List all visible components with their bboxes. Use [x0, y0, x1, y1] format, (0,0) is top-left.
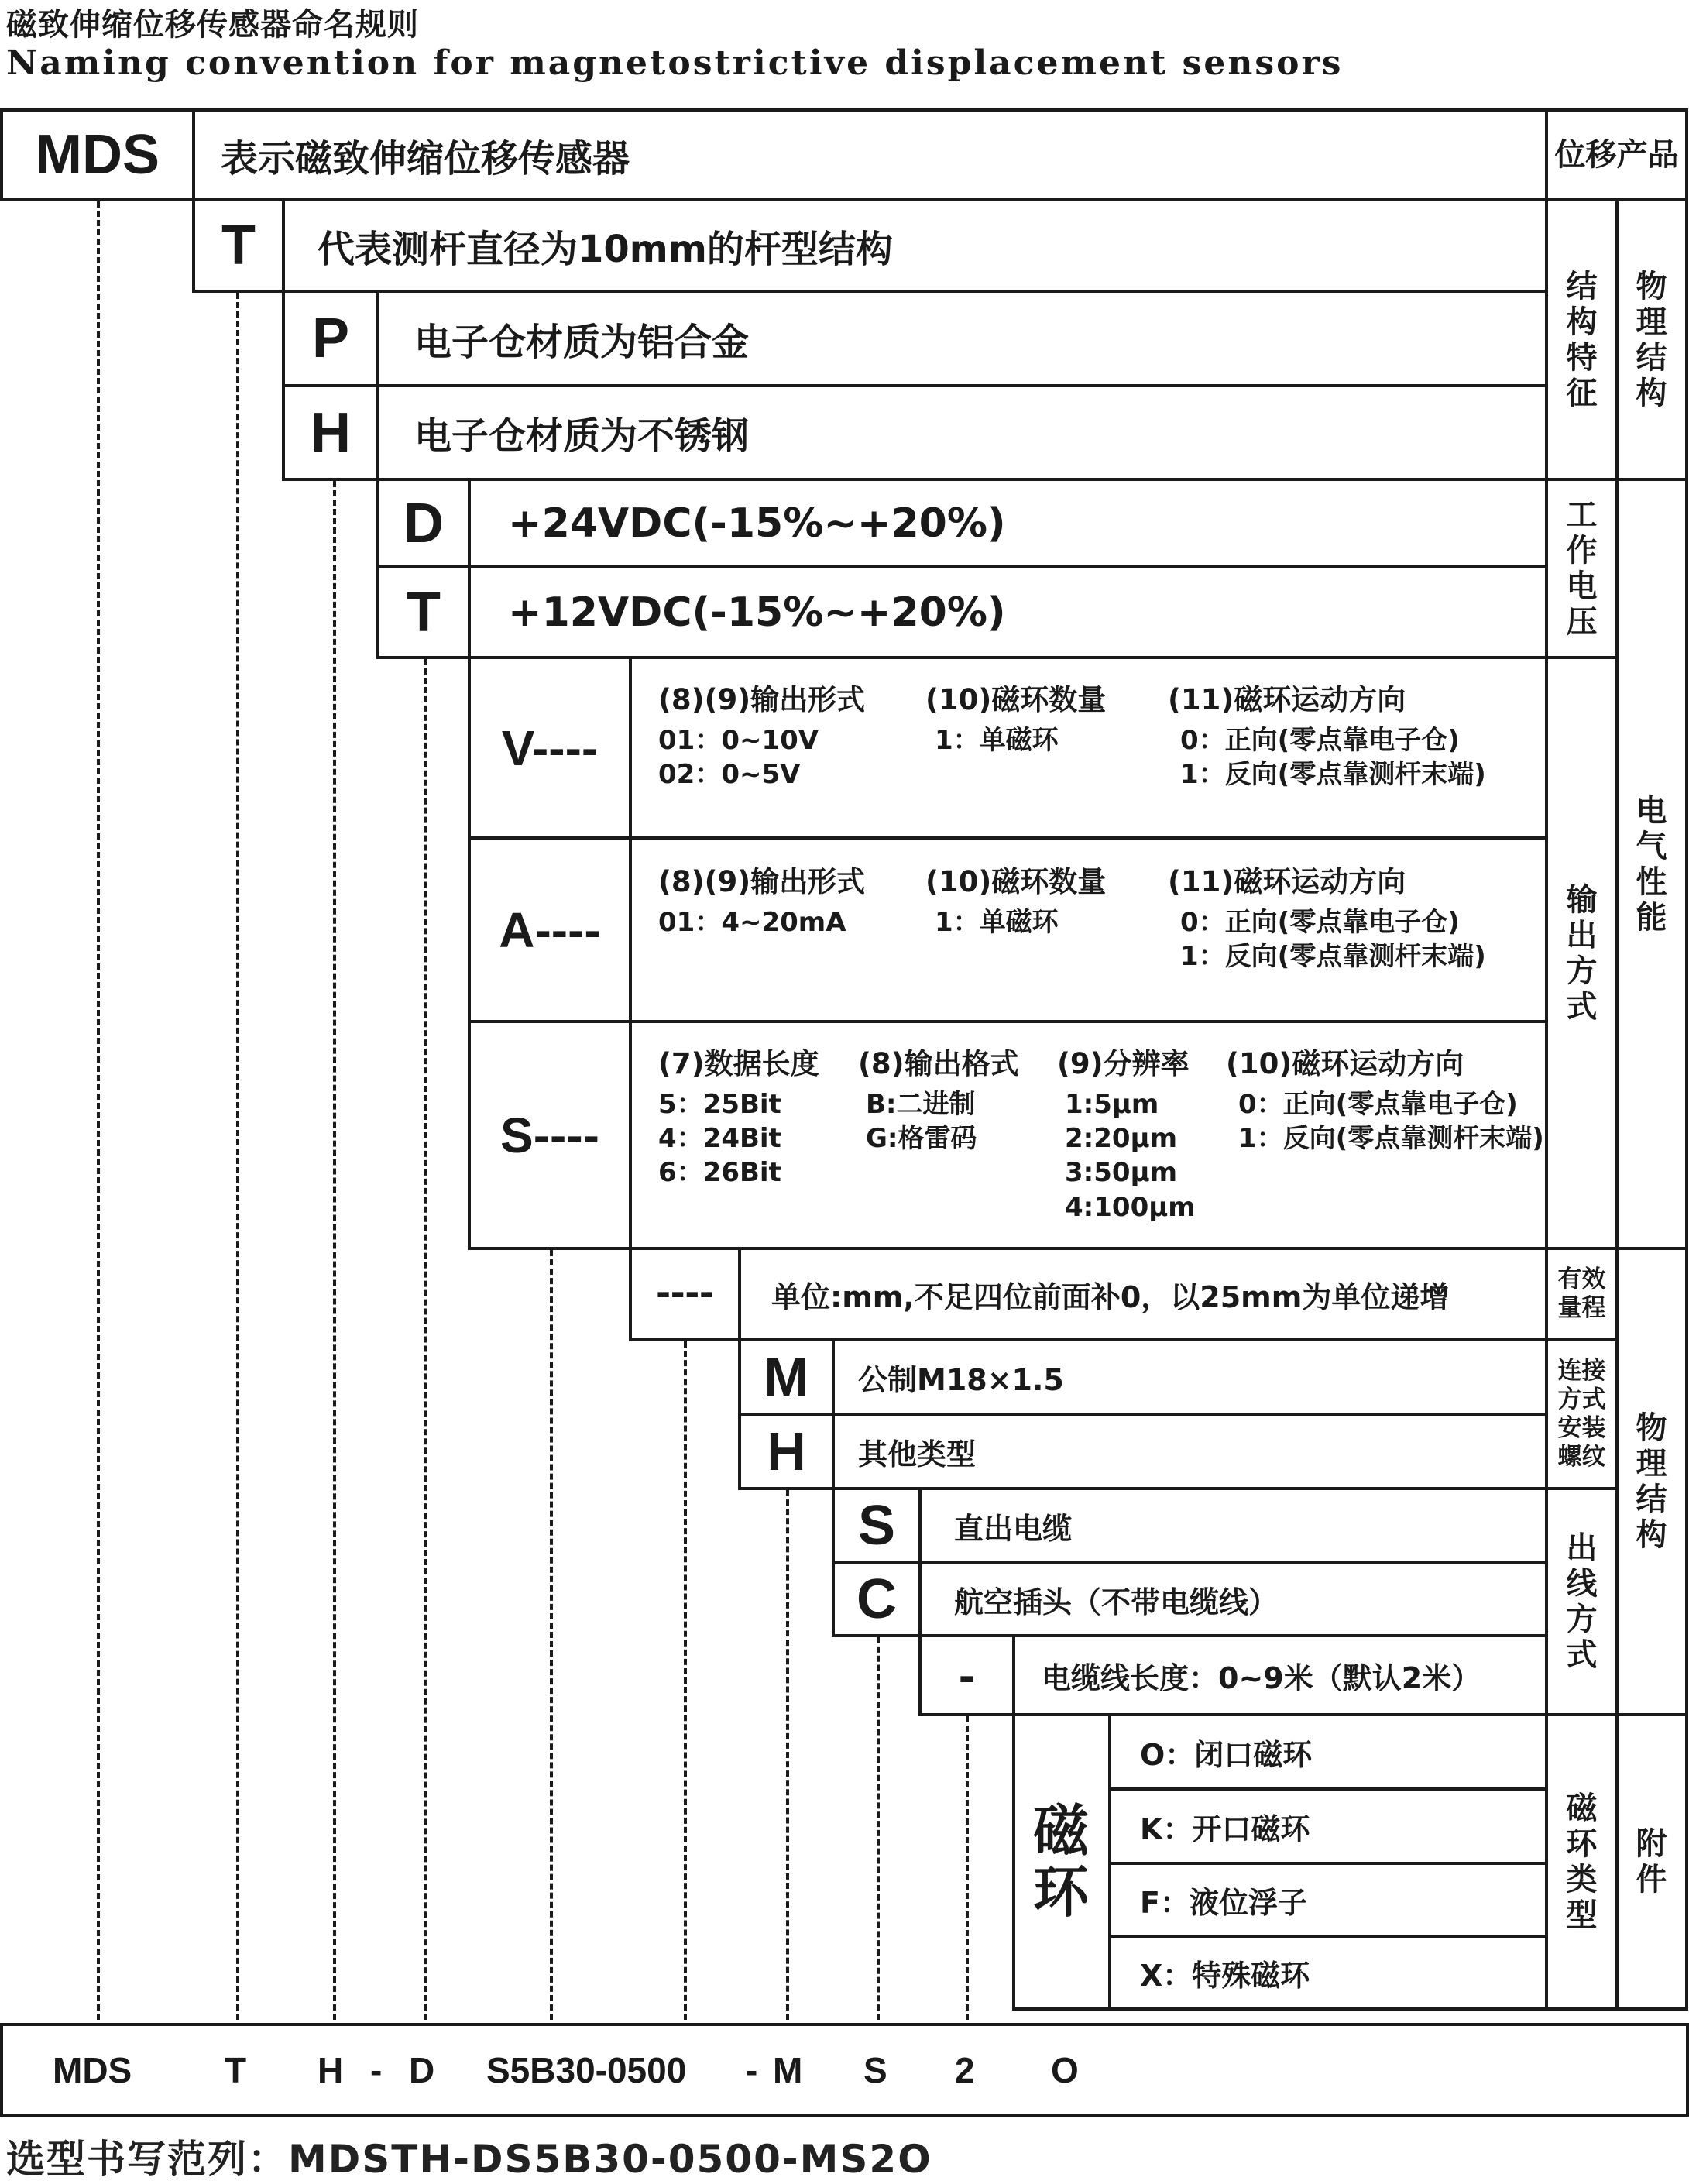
row-h-desc: 电子仓材质为不锈钢: [414, 414, 750, 458]
row-c-desc: 航空插头（不带电缆线）: [954, 1585, 1279, 1619]
output-a-col2: [925, 864, 1106, 939]
output-v-col3-line: 1：反向(零点靠测杆末端): [1180, 759, 1486, 791]
connector-line: [424, 659, 427, 2020]
output-s-code: S----: [500, 1107, 599, 1163]
example-code-part: H: [318, 2050, 344, 2090]
output-s-col3-line: 1:5μm: [1065, 1089, 1159, 1121]
example-code-part: S5B30-0500: [486, 2050, 687, 2090]
magnet-label: 磁环: [1032, 1798, 1089, 1925]
side-label-phys-struct-1: 物理结构: [1636, 268, 1667, 411]
page-subtitle: Naming convention for magnetostrictive displacement sensors: [6, 43, 1344, 83]
example-code-part: T: [225, 2050, 247, 2090]
connector-line: [786, 1490, 789, 2020]
output-a-col3-head: (11)磁环运动方向: [1168, 865, 1406, 898]
output-v-code: V----: [501, 719, 599, 776]
output-v-col1-line: 02：0~5V: [658, 759, 801, 791]
connector-line: [877, 1637, 880, 2020]
row-s-code: S: [857, 1495, 896, 1557]
row-t-rod-desc: 代表测杆直径为10mm的杆型结构: [318, 227, 893, 271]
page-title: 磁致伸缩位移传感器命名规则: [6, 7, 419, 43]
output-s-col1: [658, 1046, 819, 1190]
row-p-code: P: [311, 307, 350, 369]
example-code-part: MDS: [53, 2050, 132, 2090]
side-label-output-mode: 输出方式: [1566, 881, 1598, 1025]
row-range-code: ----: [656, 1265, 714, 1315]
row-h2-desc: 其他类型: [858, 1437, 977, 1471]
side-label-voltage: 工作电压: [1566, 497, 1598, 640]
example-code-part: 2: [955, 2050, 975, 2090]
side-label-range: 有效量程: [1557, 1265, 1606, 1322]
output-a-col1-line: 01：4~20mA: [658, 907, 846, 939]
output-s-col3-head: (9)分辨率: [1057, 1047, 1190, 1080]
side-label-product: 位移产品: [1554, 137, 1679, 173]
output-v-col1-line: 01：0~10V: [658, 725, 819, 757]
example-code-part: D: [409, 2050, 435, 2090]
connector-line: [550, 1250, 553, 2020]
output-s-col2-head: (8)输出格式: [858, 1047, 1019, 1080]
magnet-item: X：特殊磁环: [1140, 1958, 1310, 1993]
connector-line: [684, 1341, 687, 2020]
output-v-col3: [1168, 682, 1486, 792]
row-s-desc: 直出电缆: [954, 1511, 1073, 1546]
output-a-col3-line: 1：反向(零点靠测杆末端): [1180, 941, 1486, 973]
row-t-volt-code: T: [407, 581, 441, 644]
magnet-item: O：闭口磁环: [1140, 1737, 1313, 1772]
row-t-rod-code: T: [221, 215, 256, 276]
output-a-col1: [658, 864, 865, 939]
row-d-desc: +24VDC(-15%~+20%): [508, 500, 1006, 547]
example-code-part: -: [370, 2050, 383, 2090]
connector-line: [97, 201, 100, 2020]
row-h2-code: H: [767, 1421, 806, 1482]
output-v-col3-head: (11)磁环运动方向: [1168, 683, 1406, 716]
example-code-part: O: [1051, 2050, 1079, 2090]
output-s-col4-line: 1：反向(零点靠测杆末端): [1238, 1123, 1544, 1155]
output-a-code: A----: [499, 901, 601, 958]
output-s-col1-line: 6：26Bit: [658, 1157, 781, 1189]
side-label-struct-feature: 结构特征: [1566, 268, 1598, 411]
magnet-item: F：液位浮子: [1140, 1885, 1307, 1920]
side-label-electrical: 电气性能: [1636, 792, 1667, 936]
example-code-part: M: [773, 2050, 803, 2090]
side-label-thread: 连接方式安装螺纹: [1557, 1356, 1606, 1471]
output-s-col4-line: 0：正向(零点靠电子仓): [1238, 1089, 1518, 1121]
output-v-col1-head: (8)(9)输出形式: [658, 683, 866, 716]
row-dash-code: -: [958, 1647, 976, 1703]
output-v-col2: [925, 682, 1106, 757]
row-t-volt-desc: +12VDC(-15%~+20%): [508, 589, 1006, 636]
output-s-col3-line: 4:100μm: [1065, 1191, 1196, 1223]
connector-line: [236, 293, 239, 2020]
output-v-col2-head: (10)磁环数量: [925, 683, 1107, 716]
output-a-col3-line: 0：正向(零点靠电子仓): [1180, 907, 1460, 939]
row-d-code: D: [403, 492, 444, 555]
output-s-col1-head: (7)数据长度: [658, 1047, 819, 1080]
connector-line: [333, 481, 336, 2020]
row-m-desc: 公制M18×1.5: [858, 1362, 1064, 1397]
output-s-col3-line: 3:50μm: [1065, 1157, 1178, 1189]
output-s-col1-line: 4：24Bit: [658, 1123, 781, 1155]
output-a-col2-head: (10)磁环数量: [925, 865, 1107, 898]
output-s-col2-line: G:格雷码: [866, 1123, 977, 1155]
output-a-col1-head: (8)(9)输出形式: [658, 865, 866, 898]
output-s-col3-line: 2:20μm: [1065, 1123, 1178, 1155]
row-range-desc: 单位:mm,不足四位前面补0，以25mm为单位递增: [771, 1279, 1450, 1314]
row-dash-desc: 电缆线长度：0~9米（默认2米）: [1042, 1660, 1481, 1695]
output-s-col3: [1057, 1046, 1196, 1224]
row-c-code: C: [857, 1568, 897, 1630]
output-a-col3: [1168, 864, 1486, 974]
row-h-code: H: [311, 401, 351, 464]
output-v-col2-line: 1：单磁环: [935, 725, 1059, 757]
side-label-magnet-type: 磁环类型: [1566, 1791, 1598, 1933]
connector-line: [966, 1716, 969, 2020]
output-v-col3-line: 0：正向(零点靠电子仓): [1180, 725, 1460, 757]
example-code-part: S: [863, 2050, 887, 2090]
output-s-col4-head: (10)磁环运动方向: [1226, 1047, 1464, 1080]
output-v-col1: [658, 682, 865, 792]
output-a-col2-line: 1：单磁环: [935, 907, 1059, 939]
example-row-box: [0, 2023, 1689, 2117]
output-s-col4: [1226, 1046, 1544, 1156]
example-code-part: -: [746, 2050, 758, 2090]
output-s-col2-line: B:二进制: [866, 1089, 976, 1121]
output-s-col1-line: 5：25Bit: [658, 1089, 781, 1121]
side-label-phys-struct-2: 物理结构: [1636, 1410, 1667, 1553]
example-text: 选型书写范列：MDSTH-DS5B30-0500-MS2O: [6, 2137, 932, 2182]
side-label-outlet: 出线方式: [1566, 1530, 1598, 1673]
row-p-desc: 电子仓材质为铝合金: [414, 320, 750, 364]
row-m-code: M: [764, 1347, 809, 1407]
magnet-item: K：开口磁环: [1140, 1811, 1310, 1846]
output-s-col2: [858, 1046, 1019, 1156]
row-mds-desc: 表示磁致伸缩位移传感器: [221, 136, 630, 180]
row-mds-code: MDS: [36, 124, 160, 186]
side-label-accessory: 附件: [1636, 1826, 1667, 1897]
